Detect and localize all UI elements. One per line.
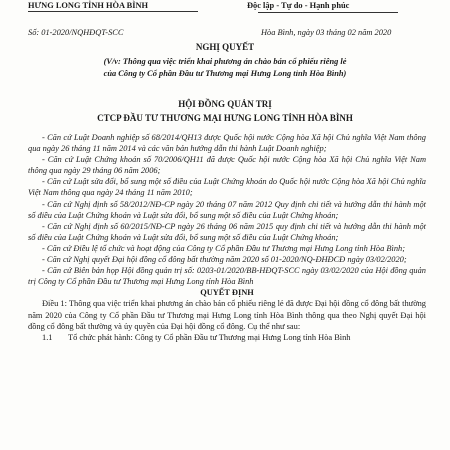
header-rule-left (28, 11, 198, 12)
list-item-number: 1.1 (42, 332, 53, 342)
subtitle-line-1: (V/v: Thông qua việc triển khai phương án chào bán cổ phiếu riêng lẻ (103, 57, 347, 66)
list-item-text: Tổ chức phát hành: Công ty Cổ phần Đầu tư Thương mại Hưng Long tỉnh Hòa Bình (68, 332, 351, 342)
basis-paragraph: - Căn cứ Luật sửa đổi, bổ sung một số điều của Luật Chứng khoán do Quốc hội nước Cộng hòa Xã hội Chủ nghĩa Việt Nam thông qua ngày 24 tháng 11 năm 2010; (28, 177, 426, 198)
company-heading: CTCP ĐẦU TƯ THƯƠNG MẠI HƯNG LONG TỈNH HÒA BÌNH (97, 113, 353, 123)
document-subtitle (0, 56, 450, 79)
document-body (28, 132, 426, 343)
decision-heading: QUYẾT ĐỊNH (200, 288, 254, 298)
header-rule-right (258, 12, 398, 13)
basis-paragraph: - Căn cứ Luật Chứng khoán số 70/2006/QH11 đã được Quốc hội nước Cộng hòa Xã hội Chủ nghĩa Việt Nam thông qua ngày 29 tháng 06 năm 2006; (28, 155, 426, 176)
org-name: HƯNG LONG TỈNH HÒA BÌNH (28, 1, 149, 10)
document-number: Số: 01-2020/NQHĐQT-SCC (28, 28, 124, 37)
article-1: Điều 1: Thông qua việc triển khai phương án chào bán cổ phiếu riêng lẻ đã được Đại hội đồng cổ đông bất thường năm 2020 của Công ty Cổ phần Đầu tư Thương mại Hưng Long tỉnh Hòa Bình thông qua theo Nghị quyết Đại hội đồng cổ đông bất thường và ủy quyền của Đại hội đồng cổ đông. Cụ thể như sau: (28, 299, 426, 331)
basis-paragraph: - Căn cứ Nghị định số 58/2012/NĐ-CP ngày 20 tháng 07 năm 2012 Quy định chi tiết và hướng dẫn thi hành một số điều của Luật Chứng khoán và Luật sửa đổi, bổ sung một số điều của Luật Chứng khoán; (28, 199, 426, 220)
council-heading: HỘI ĐỒNG QUẢN TRỊ (178, 99, 272, 109)
list-item (28, 332, 426, 343)
basis-paragraph: - Căn cứ Luật Doanh nghiệp số 68/2014/QH13 được Quốc hội nước Cộng hòa Xã hội Chủ nghĩa Việt Nam thông qua ngày 26 tháng 11 năm 2014 và các văn bản hướng dẫn thi hành Luật Doanh nghiệp; (28, 133, 426, 154)
national-motto: Độc lập - Tự do - Hạnh phúc (247, 1, 350, 10)
place-date: Hòa Bình, ngày 03 tháng 02 năm 2020 (261, 28, 392, 37)
document-title: NGHỊ QUYẾT (195, 42, 255, 52)
basis-paragraph: - Căn cứ Biên bản họp Hội đồng quản trị số: 0203-01/2020/BB-HĐQT-SCC ngày 03/02/2020 của Hội đồng quản trị Công ty Cổ phần Đầu tư Thương mại Hưng Long tỉnh Hòa Bình (28, 266, 426, 287)
basis-paragraph: - Căn cứ Điều lệ tổ chức và hoạt động của Công ty Cổ phần Đầu tư Thương mại Hưng Long tỉnh Hòa Bình; (42, 243, 405, 253)
basis-paragraph: - Căn cứ Nghị quyết Đại hội đồng cổ đông bất thường năm 2020 số 01-2020/NQ-ĐHĐCĐ ngày 03/02/2020; (42, 255, 407, 265)
basis-paragraph: - Căn cứ Nghị định số 60/2015/NĐ-CP ngày 26 tháng 06 năm 2015 quy định chi tiết và hướng dẫn thi hành một số điều của Luật Chứng khoán và Luật sửa đổi, bổ sung một số điều của Luật Chứng khoán; (28, 221, 426, 242)
subtitle-line-2: của Công ty Cổ phần Đầu tư Thương mại Hưng Long tỉnh Hòa Bình) (103, 68, 347, 78)
